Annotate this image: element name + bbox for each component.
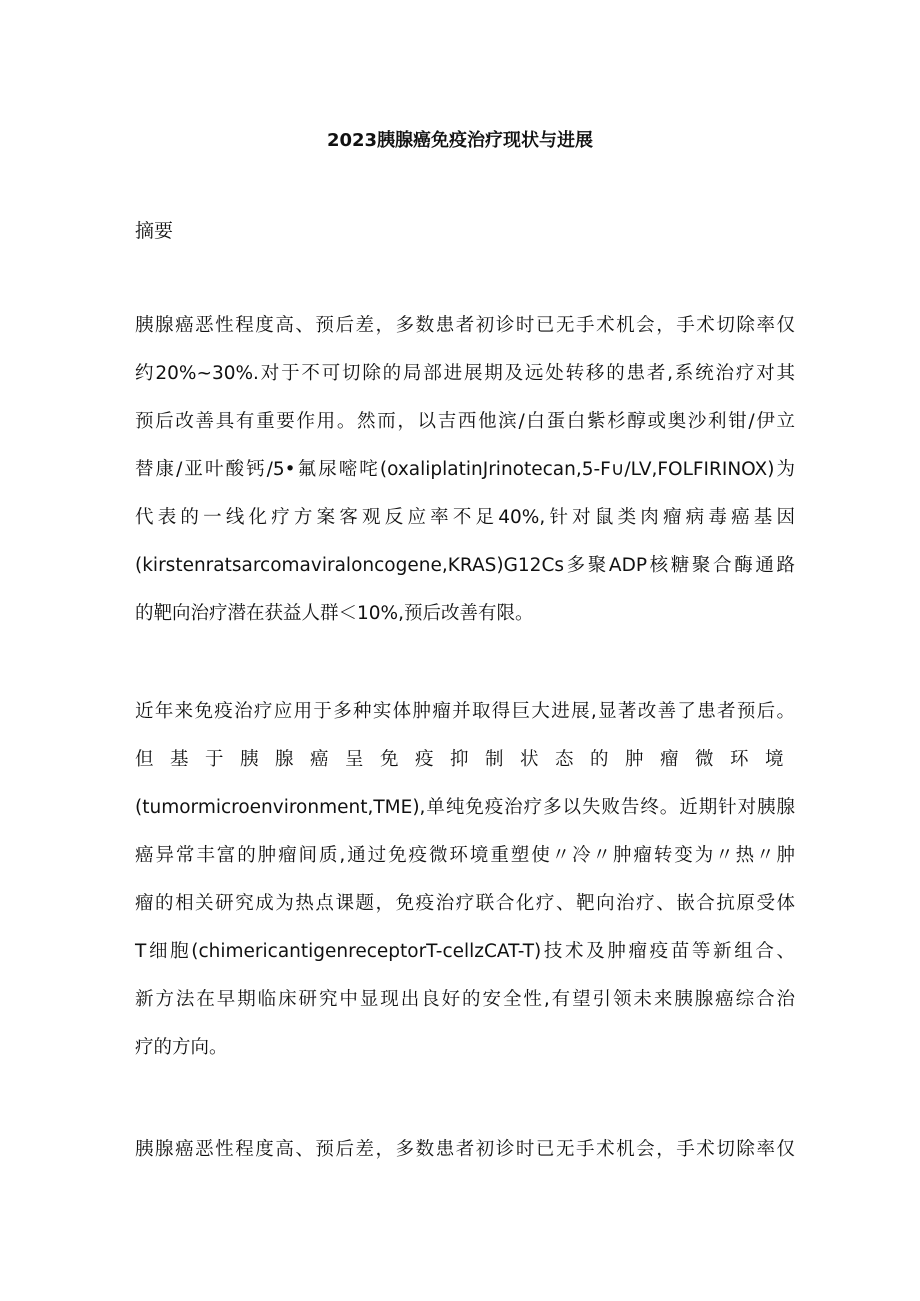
paragraph-1: [135, 311, 795, 647]
document-title: 2023胰腺癌免疫治疗现状与进展: [326, 130, 594, 151]
paragraph-line: 但基于胰腺癌呈免疫抑制状态的肿瘤微环境: [135, 749, 795, 770]
paragraph-line: 胰腺癌恶性程度高、预后差，多数患者初诊时已无手术机会，手术切除率仅: [135, 315, 795, 336]
paragraph-line: 疗的方向。: [135, 1037, 228, 1058]
paragraph-line: 约20%~30%.对于不可切除的局部进展期及远处转移的患者,系统治疗对其: [135, 363, 795, 384]
paragraph-2: [135, 697, 795, 1081]
paragraph-line: (tumormicroenvironment,TME),单纯免疫治疗多以失败告终。近期针对胰腺: [135, 797, 795, 818]
paragraph-line: 替康/亚叶酸钙/5•氟尿嘧咤(oxaliplatinJrinotecan,5-F∪∕LV,FOLFIRINOX)为: [135, 459, 795, 480]
paragraph-line: 瘤的相关研究成为热点课题，免疫治疗联合化疗、靶向治疗、嵌合抗原受体: [135, 893, 795, 914]
paragraph-3: [135, 1135, 795, 1183]
paragraph-line: 代表的一线化疗方案客观反应率不足40%,针对鼠类肉瘤病毒癌基因: [135, 507, 795, 528]
section-heading-abstract: 摘要: [135, 220, 174, 242]
paragraph-line: 胰腺癌恶性程度高、预后差，多数患者初诊时已无手术机会，手术切除率仅: [135, 1139, 795, 1160]
paragraph-line: 的靶向治疗潜在获益人群＜10%,预后改善有限。: [135, 603, 534, 624]
paragraph-line: 癌异常丰富的肿瘤间质,通过免疫微环境重塑使〃冷〃肿瘤转变为〃热〃肿: [135, 845, 795, 866]
paragraph-line: 近年来免疫治疗应用于多种实体肿瘤并取得巨大进展,显著改善了患者预后。: [135, 701, 795, 722]
paragraph-line: 预后改善具有重要作用。然而，以吉西他滨/白蛋白紫杉醇或奥沙利钳/伊立: [135, 411, 795, 432]
paragraph-line: 新方法在早期临床研究中显现出良好的安全性,有望引领未来胰腺癌综合治: [135, 989, 795, 1010]
paragraph-line: (kirstenratsarcomaviraloncogene,KRAS)G12Cs多聚ADP核糖聚合酶通路: [135, 555, 795, 576]
paragraph-line: T细胞(chimericantigenreceptorT-cellzCAT-T)技术及肿瘤疫苗等新组合、: [135, 941, 795, 962]
